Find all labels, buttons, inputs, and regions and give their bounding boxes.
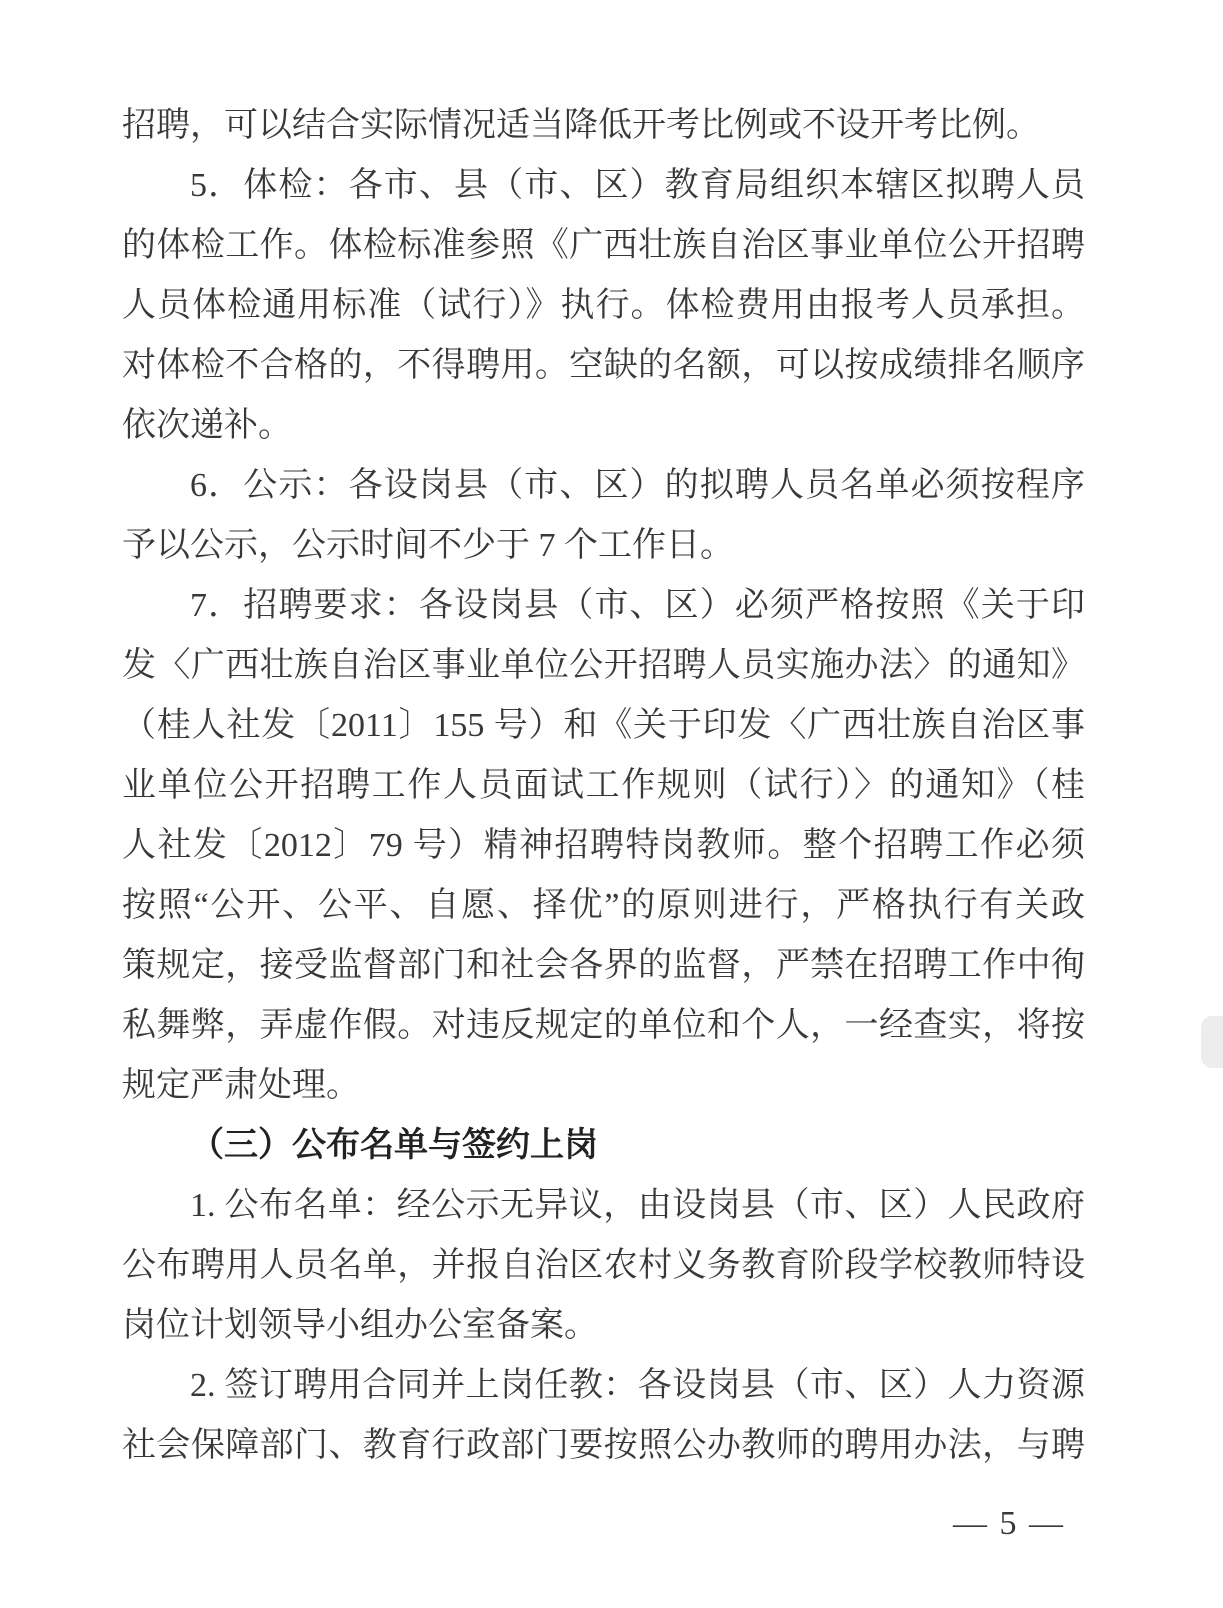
document-text-block — [122, 96, 1085, 1476]
text-line: 岗位计划领导小组办公室备案。 — [122, 1307, 598, 1344]
text-line: 公布聘用人员名单，并报自治区农村义务教育阶段学校教师特设 — [122, 1247, 1085, 1284]
text-line: 人社发〔2012〕79 号）精神招聘特岗教师。整个招聘工作必须 — [122, 827, 1085, 864]
text-line: 5．体检：各市、县（市、区）教育局组织本辖区拟聘人员 — [190, 167, 1085, 204]
text-line: 发〈广西壮族自治区事业单位公开招聘人员实施办法〉的通知》 — [122, 647, 1085, 684]
text-line: 7．招聘要求：各设岗县（市、区）必须严格按照《关于印 — [190, 587, 1085, 624]
scrollbar-thumb[interactable] — [1201, 1016, 1223, 1068]
text-line: 2. 签订聘用合同并上岗任教：各设岗县（市、区）人力资源 — [190, 1367, 1085, 1404]
text-line: 对体检不合格的，不得聘用。空缺的名额，可以按成绩排名顺序 — [122, 347, 1085, 384]
text-line: 私舞弊，弄虚作假。对违反规定的单位和个人，一经查实，将按 — [122, 1007, 1085, 1044]
text-line: 予以公示，公示时间不少于 7 个工作日。 — [122, 527, 734, 564]
page-number: — 5 — — [953, 1505, 1065, 1542]
text-line: 的体检工作。体检标准参照《广西壮族自治区事业单位公开招聘 — [122, 227, 1085, 264]
text-line: 规定严肃处理。 — [122, 1067, 360, 1104]
text-line: 6．公示：各设岗县（市、区）的拟聘人员名单必须按程序 — [190, 467, 1085, 504]
text-line: 社会保障部门、教育行政部门要按照公办教师的聘用办法，与聘 — [122, 1427, 1085, 1464]
section-heading: （三）公布名单与签约上岗 — [190, 1127, 598, 1164]
text-line: 按照“公开、公平、自愿、择优”的原则进行，严格执行有关政 — [122, 887, 1085, 924]
text-line: 策规定，接受监督部门和社会各界的监督，严禁在招聘工作中徇 — [122, 947, 1085, 984]
text-line: 依次递补。 — [122, 407, 292, 444]
text-line: 招聘，可以结合实际情况适当降低开考比例或不设开考比例。 — [122, 107, 1040, 144]
text-line: 业单位公开招聘工作人员面试工作规则（试行）〉的通知》（桂 — [122, 767, 1085, 804]
text-line: 1. 公布名单：经公示无异议，由设岗县（市、区）人民政府 — [190, 1187, 1085, 1224]
text-line: （桂人社发〔2011〕155 号）和《关于印发〈广西壮族自治区事 — [122, 707, 1085, 744]
text-line: 人员体检通用标准（试行）》执行。体检费用由报考人员承担。 — [122, 287, 1085, 324]
